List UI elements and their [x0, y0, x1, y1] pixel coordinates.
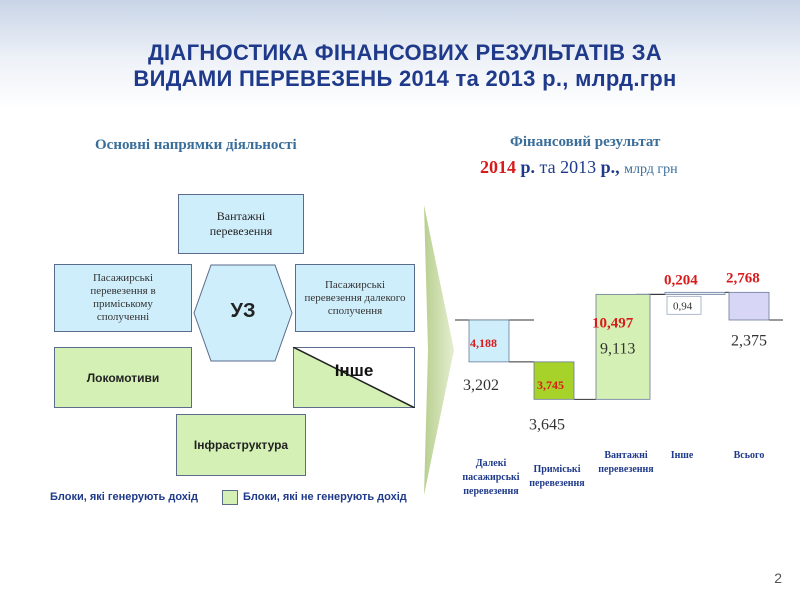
block-longdist-label: Пасажирські перевезення далекого сполучення: [304, 278, 406, 317]
chart-label-2014-1: 4,188: [470, 336, 497, 350]
chart-category-label-line: Інше: [670, 450, 694, 461]
block-uz-label: УЗ: [230, 300, 256, 322]
chart-category-label-2: [529, 464, 585, 489]
arrow-chevron-icon: [420, 205, 456, 495]
chart-category-label-4: [671, 450, 694, 461]
chart-label-2013-1: 3,202: [463, 376, 499, 394]
block-infrastructure: [176, 414, 306, 476]
right-subtitle: Фінансовий результат: [510, 134, 661, 150]
chart-label-2014-2: 3,745: [537, 377, 564, 392]
right-subtitle-years: [480, 157, 678, 178]
chart-category-label-3: [598, 450, 654, 475]
chart-label-2013-2: 3,645: [529, 416, 565, 434]
chart-bar-4: [665, 292, 725, 294]
block-infrastructure-label: Інфраструктура: [193, 438, 289, 452]
chart-bar-5: [729, 292, 769, 320]
r-label-2: р.,: [600, 157, 620, 177]
block-suburban-label: Пасажирські перевезення в приміському сполученні: [90, 272, 156, 323]
chart-category-label-1: [462, 458, 519, 497]
page-title: [40, 40, 770, 92]
block-longdist: [295, 264, 415, 332]
title-line-2: ВИДАМИ ПЕРЕВЕЗЕНЬ 2014 та 2013 р., млрд.грн: [133, 66, 677, 91]
ta-label: та: [539, 157, 556, 177]
block-freight: [178, 194, 304, 254]
chart-category-label-line: Далекі: [475, 458, 507, 469]
chart-category-label-5: [734, 450, 765, 461]
waterfall-chart: [455, 190, 785, 520]
block-other-label: Інше: [334, 361, 374, 380]
block-freight-label: Вантажні перевезення: [209, 209, 273, 238]
legend-no-income: Блоки, які не генерують дохід: [243, 491, 407, 503]
block-other: [293, 347, 415, 408]
chart-category-label-line: перевезення: [598, 464, 654, 475]
chart-label-2014-5: 2,768: [726, 270, 760, 287]
chart-category-label-line: перевезення: [529, 478, 585, 489]
chart-label-2013-4: 0,94: [673, 300, 693, 313]
chart-label-2013-5: 2,375: [731, 332, 767, 350]
year-2013: 2013: [560, 157, 597, 177]
r-label-1: р.: [520, 157, 536, 177]
block-locomotives: [54, 347, 192, 408]
block-suburban: [54, 264, 192, 332]
chart-category-label-line: Всього: [733, 450, 765, 461]
page-number: 2: [774, 570, 782, 586]
title-line-1: ДІАГНОСТИКА ФІНАНСОВИХ РЕЗУЛЬТАТІВ ЗА: [148, 40, 662, 65]
chart-label-2014-4: 0,204: [664, 272, 698, 289]
left-subtitle: Основні напрямки діяльності: [95, 137, 297, 153]
chart-label-2014-3: 10,497: [592, 315, 634, 332]
unit-label: млрд грн: [624, 162, 678, 177]
chart-category-label-line: Вантажні: [604, 450, 648, 461]
block-locomotives-label: Локомотиви: [86, 370, 160, 385]
year-2014: 2014: [480, 157, 516, 177]
legend-income: Блоки, які генерують дохід: [50, 491, 198, 503]
chart-category-label-line: перевезення: [463, 486, 519, 497]
legend-swatch-no-income: [222, 490, 238, 505]
chart-category-label-line: пасажирські: [462, 472, 520, 483]
chart-label-2013-3: 9,113: [600, 340, 636, 358]
chart-category-label-line: Приміські: [533, 464, 581, 475]
